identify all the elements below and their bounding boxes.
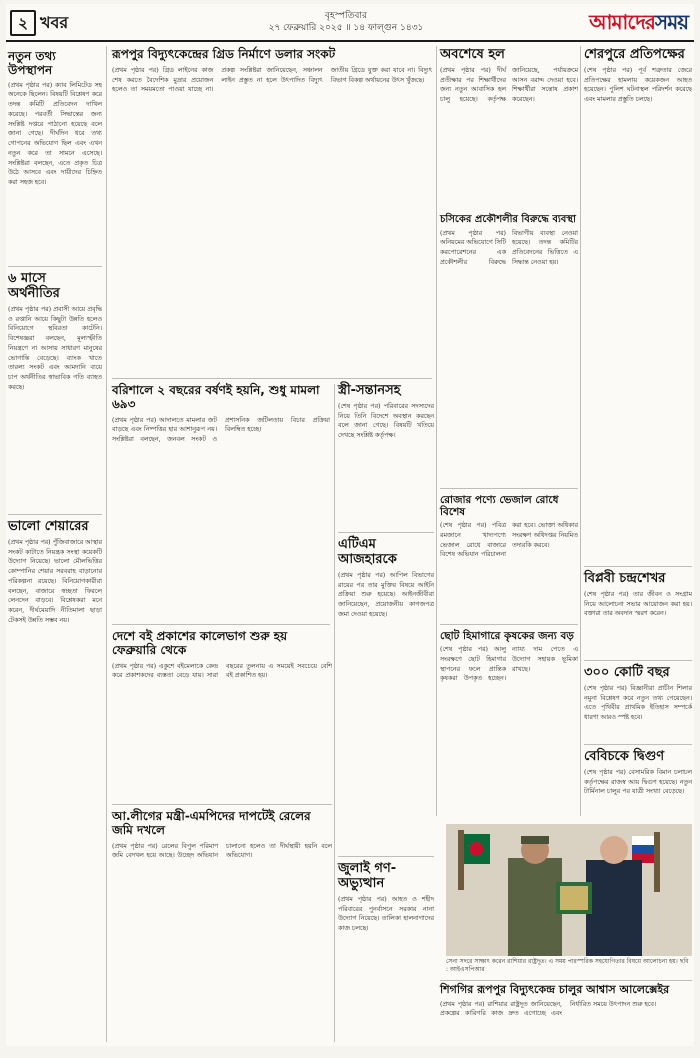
- header-date: ২৭ ফেব্রুয়ারি ২০২৫ ॥ ১৪ ফাল্গুন ১৪৩১: [268, 23, 424, 33]
- article-body: (প্রথম পৃষ্ঠার পর) একুশে বইমেলাকে কেন্দ্র করে প্রকাশকদের ব্যস্ততা বেড়ে যায়। সারা বছরের তুলনায় এ সময়েই সবচেয়ে বেশি বই প্রকাশিত হয়।: [112, 662, 332, 680]
- headline: জুলাই গণ-অভ্যুত্থান: [338, 861, 397, 891]
- column-divider: [106, 46, 107, 1042]
- article-body: (প্রথম পৃষ্ঠার পর) রাশিয়ার রাষ্ট্রদূত জানিয়েছেন, প্রকল্পের কারিগরি কাজ দ্রুত এগোচ্ছে এবং নির্ধারিত সময়ে উৎপাদন শুরু হবে।: [440, 1000, 657, 1018]
- article-cold-storage[interactable]: [440, 630, 578, 815]
- headline: বরিশালে ২ বছরের বর্ষণই হয়নি, শুধু মামলা ৬৯৩: [112, 383, 320, 411]
- header-rule: [6, 40, 694, 42]
- article-body: (প্রথম পৃষ্ঠার পর) ক্যাব লিমিটেড সহ অনেকে ছিলেন। বিষয়টি বিশ্লেষণ করে তদন্ত কমিটি প্রতিবেদন দাখিল করেছে। পরবর্তী সিদ্ধান্তের জন্য সংশ্লিষ্ট দপ্তরে পাঠানো হয়েছে বলে জানা গেছে। দীর্ঘদিন ধরে তথ্য গোপনের অভিযোগ ছিল এবং এখন নতুন করে তা সামনে এসেছে। সংশ্লিষ্টরা বলছেন, এতে প্রকৃত চিত্র উঠে আসবে এবং দায়ীদের চিহ্নিত করা সহজ হবে।: [8, 81, 102, 187]
- article-railway[interactable]: [112, 810, 332, 1058]
- divider: [338, 856, 434, 857]
- divider: [440, 488, 578, 489]
- article-rooppur-assurance[interactable]: [440, 984, 692, 1038]
- article-body: (শেষ পৃষ্ঠার পর) আলু সংরক্ষণে ছোট হিমাগার স্থাপনের ফলে প্রান্তিক কৃষকরা উপকৃত হচ্ছেন। ন্যায্য দাম পেতে এ উদ্যোগ সহায়ক ভূমিকা রাখছে।: [440, 646, 578, 683]
- divider: [112, 378, 432, 379]
- divider: [338, 532, 434, 533]
- headline: শেরপুরে প্রতিপক্ষের: [584, 47, 685, 62]
- article-hall[interactable]: [440, 48, 578, 216]
- article-body: (প্রথম পৃষ্ঠার পর) প্রবাসী আয়ে প্রবৃদ্ধি ও রপ্তানি আয়ে কিছুটা উন্নতি হলেও বিনিয়োগে স্থবিরতা কাটেনি। বিশেষজ্ঞরা বলছেন, মূল্যস্ফীতি নিয়ন্ত্রণে না আসায় সাধারণ মানুষের ভোগান্তি বেড়েছে। ব্যাংক খাতে তারল্য সংকট এবং আমদানি ব্যয়ে চাপ অর্থনীতির স্বাভাবিক গতি ব্যাহত করছে।: [8, 305, 102, 391]
- divider: [8, 266, 102, 267]
- article-caab[interactable]: [584, 750, 692, 818]
- article-body: (প্রথম পৃষ্ঠার পর) আহত ও শহীদ পরিবারের পুনর্বাসনে সরকার নানা উদ্যোগ নিয়েছে। তালিকা হালনাগাদের কাজ চলছে।: [338, 895, 434, 933]
- article-300-crore-years[interactable]: [584, 666, 692, 744]
- article-body: (শেষ পৃষ্ঠার পর) পবিত্র রমজানে খাদ্যপণ্যে ভেজাল রোধে বাজারে বিশেষ অভিযান পরিচালনা করা হবে। ভোক্তা অধিকার সংরক্ষণ অধিদপ্তর নিয়মিত তদারকি করবে।: [440, 522, 578, 559]
- headline: রূপপুর বিদ্যুৎকেন্দ্রের গ্রিড নির্মাণে ডলার সংকট: [112, 47, 336, 61]
- article-new-info[interactable]: [8, 50, 102, 271]
- section-title: খবর: [40, 13, 69, 32]
- article-body: (শেষ পৃষ্ঠার পর) তার জীবন ও সংগ্রাম নিয়ে আলোচনা সভার আয়োজন করা হয়। বক্তারা তার অবদান স্মরণ করেন।: [584, 590, 692, 618]
- divider: [584, 660, 692, 661]
- article-body: (প্রথম পৃষ্ঠার পর) রেলের বিপুল পরিমাণ জমি বেদখল হয়ে আছে। উচ্ছেদ অভিযান চালানো হলেও তা দীর্ঘস্থায়ী হয়নি বলে অভিযোগ।: [112, 842, 332, 860]
- divider: [440, 624, 578, 625]
- article-shares[interactable]: [8, 520, 102, 1038]
- divider: [112, 624, 330, 625]
- article-wife-children[interactable]: [338, 384, 434, 522]
- newspaper-page: [6, 4, 694, 1046]
- headline: শিগগির রূপপুর বিদ্যুৎকেন্দ্র চালুর আশ্বাস আলেক্সেইর: [440, 983, 670, 996]
- photo-caption: সেনা সদরে সাক্ষাৎ করেন রাশিয়ার রাষ্ট্রদূত। এ সময় পারস্পরিক সহযোগিতার বিষয়ে আলোচনা হয়। ছবি : আইএসপিআর: [446, 958, 689, 974]
- headline: আ.লীগের মন্ত্রী-এমপিদের দাপটেই রেলের জমি দখলে: [112, 809, 311, 837]
- article-body: (প্রথম পৃষ্ঠার পর) আদালতে মামলার জট বাড়ছে এবং নিষ্পত্তির হার আশানুরূপ নয়। সংশ্লিষ্টরা বলছেন, জনবল সংকট ও প্রশাসনিক জটিলতায় বিচার প্রক্রিয়া বিলম্বিত হচ্ছে।: [112, 416, 330, 444]
- column-divider: [334, 384, 335, 1042]
- headline: স্ত্রী-সন্তানসহ: [338, 383, 401, 398]
- page-number: ২: [10, 10, 36, 36]
- article-rooppur-grid[interactable]: [112, 48, 432, 366]
- article-body: (প্রথম পৃষ্ঠার পর) দীর্ঘ প্রতীক্ষার পর শিক্ষার্থীদের জন্য নতুন আবাসিক হল চালু হয়েছে। কর্তৃপক্ষ জানিয়েছে, পর্যায়ক্রমে আসন বরাদ্দ দেওয়া হবে। শিক্ষার্থীরা সন্তোষ প্রকাশ করেছেন।: [440, 66, 578, 104]
- page-header: [6, 4, 694, 40]
- divider: [8, 514, 102, 515]
- headline: রোজার পণ্যে ভেজাল রোধে বিশেষ: [440, 494, 559, 519]
- article-july-uprising[interactable]: [338, 862, 434, 1055]
- column-divider: [580, 46, 581, 816]
- article-body: (প্রথম পৃষ্ঠার পর) পুঁজিবাজারে আস্থার সংকট কাটাতে নিয়ন্ত্রক সংস্থা কয়েকটি উদ্যোগ নিয়েছে। ভালো মৌলভিত্তির কোম্পানির শেয়ার সরবরাহ বাড়ানোর পরিকল্পনা রয়েছে। বিনিয়োগকারীরা বলছেন, বাজারে স্বচ্ছতা ফিরলে লেনদেন বাড়বে। বিশ্লেষকরা মনে করেন, দীর্ঘমেয়াদি নীতিমালা ছাড়া টেকসই উন্নতি সম্ভব নয়।: [8, 538, 102, 624]
- divider: [440, 980, 692, 981]
- article-economy[interactable]: [8, 272, 102, 523]
- newspaper-logo[interactable]: [589, 8, 688, 41]
- article-body: (প্রথম পৃষ্ঠার পর) অনিয়মের অভিযোগে সিটি করপোরেশনের এক প্রকৌশলীর বিরুদ্ধে বিভাগীয় ব্যবস্থা নেওয়া হয়েছে। তদন্ত কমিটির প্রতিবেদনের ভিত্তিতে এ সিদ্ধান্ত নেওয়া হয়।: [440, 229, 578, 266]
- article-ramadan-adulteration[interactable]: [440, 494, 578, 631]
- column-divider: [436, 46, 437, 816]
- article-body: (শেষ পৃষ্ঠার পর) বিজ্ঞানীরা প্রাচীন শিলার নমুনা বিশ্লেষণ করে নতুন তথ্য পেয়েছেন। এতে পৃথিবীর প্রাথমিক ইতিহাস সম্পর্কে ধারণা আরও স্পষ্ট হবে।: [584, 684, 692, 722]
- headline: ভালো শেয়ারের: [8, 519, 89, 534]
- photo-illustration: [446, 824, 692, 956]
- headline: ৩০০ কোটি বছর: [584, 665, 670, 680]
- article-sherpur[interactable]: [584, 48, 692, 366]
- headline: এটিএম আজহারকে: [338, 537, 397, 567]
- article-body: (শেষ পৃষ্ঠার পর) পূর্ব শত্রুতার জেরে প্রতিপক্ষের হামলায় কয়েকজন আহত হয়েছেন। পুলিশ ঘটনাস্থল পরিদর্শন করেছে এবং মামলার প্রস্তুতি চলছে।: [584, 66, 692, 104]
- article-body: (শেষ পৃষ্ঠার পর) পরিবারের সদস্যদের নিয়ে তিনি বিদেশে অবস্থান করছেন বলে জানা গেছে। বিষয়টি খতিয়ে দেখছে সংশ্লিষ্ট কর্তৃপক্ষ।: [338, 402, 434, 440]
- article-chandrashekhar[interactable]: [584, 572, 692, 660]
- article-books[interactable]: [112, 630, 332, 812]
- headline: নতুন তথ্য উপস্থাপন: [8, 49, 56, 77]
- divider: [112, 804, 332, 805]
- headline: দেশে বই প্রকাশের কালেভাগ শুরু হয় ফেব্রুয়ারি থেকে: [112, 629, 288, 657]
- headline: ৬ মাসে অর্থনীতির: [8, 271, 60, 301]
- headline: চসিকের প্রকৌশলীর বিরুদ্ধে ব্যবস্থা: [440, 214, 576, 225]
- header-day: বৃহস্পতিবার: [325, 11, 367, 21]
- article-body: (প্রথম পৃষ্ঠার পর) আপিল বিভাগের রায়ের পর তার মুক্তির বিষয়ে আইনি প্রক্রিয়া শুরু হয়েছে। আইনজীবীরা জানিয়েছেন, প্রয়োজনীয় কাগজপত্র জমা দেওয়া হয়েছে।: [338, 571, 434, 618]
- article-barishal[interactable]: [112, 384, 330, 634]
- divider: [584, 744, 692, 745]
- headline: বেবিচকে দ্বিগুণ: [584, 749, 665, 764]
- headline: বিপ্লবী চন্দ্রশেখর: [584, 571, 666, 586]
- headline: ছোট হিমাগারে কৃষকের জন্য বড়: [440, 630, 574, 642]
- article-atm-azhar[interactable]: [338, 538, 434, 871]
- article-body: (প্রথম পৃষ্ঠার পর) গ্রিড লাইনের কাজ শেষ করতে বৈদেশিক মুদ্রার প্রয়োজন হলেও তা সময়মতো পাওয়া যাচ্ছে না। প্রকল্প সংশ্লিষ্টরা জানিয়েছেন, সঞ্চালন লাইন প্রস্তুত না হলে উৎপাদিত বিদ্যুৎ জাতীয় গ্রিডে যুক্ত করা যাবে না। বিদ্যুৎ বিভাগ বিকল্প অর্থায়নের উৎস খুঁজছে।: [112, 66, 432, 94]
- logo-part-a: আমাদের: [589, 10, 655, 34]
- article-ccc-engineer[interactable]: [440, 214, 578, 489]
- article-body: (শেষ পৃষ্ঠার পর) বেসামরিক বিমান চলাচল কর্তৃপক্ষের রাজস্ব আয় দ্বিগুণ হয়েছে। নতুন টার্মিনাল চালুর পর যাত্রী সংখ্যা বেড়েছে।: [584, 768, 692, 796]
- news-photo: [446, 824, 692, 956]
- logo-part-b: সময়: [654, 10, 688, 34]
- headline: অবশেষে হল: [440, 47, 505, 62]
- divider: [584, 566, 692, 567]
